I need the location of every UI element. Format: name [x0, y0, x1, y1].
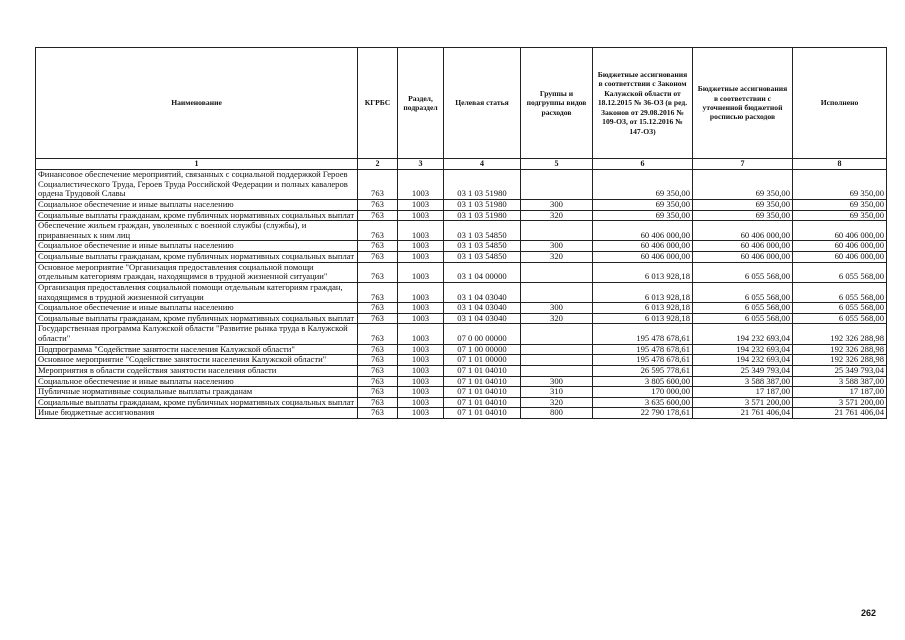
- row-kgrbs-cell: 763: [358, 355, 398, 366]
- table-row: [36, 313, 887, 324]
- row-name-cell: Иные бюджетные ассигнования: [36, 408, 358, 419]
- row-law-allocation-cell: 6 013 928,18: [593, 303, 693, 314]
- row-name-cell: Основное мероприятие "Организация предоставления социальной помощи отдельным категориям граждан, находящимся в трудной жизненной ситуации": [36, 262, 358, 282]
- row-executed-cell: 69 350,00: [793, 170, 887, 200]
- col-number: 2: [358, 159, 398, 170]
- page-number: 262: [861, 608, 877, 618]
- row-section-cell: 1003: [398, 387, 444, 398]
- table-row: [36, 387, 887, 398]
- col-number: 5: [521, 159, 593, 170]
- row-name-cell: Основное мероприятие "Содействие занятости населения Калужской области": [36, 355, 358, 366]
- row-target-article-cell: 03 1 04 03040: [444, 313, 521, 324]
- col-header-revised-allocations: Бюджетные ассигнования в соответствии с уточненной бюджетной росписью расходов: [693, 48, 793, 159]
- row-name-cell: Социальные выплаты гражданам, кроме публичных нормативных социальных выплат: [36, 252, 358, 263]
- row-kgrbs-cell: 763: [358, 324, 398, 344]
- row-expense-group-cell: [521, 221, 593, 241]
- row-law-allocation-cell: 69 350,00: [593, 170, 693, 200]
- col-header-target-article: Целевая статья: [444, 48, 521, 159]
- row-revised-allocation-cell: 6 055 568,00: [693, 303, 793, 314]
- row-name-cell: Социальные выплаты гражданам, кроме публичных нормативных социальных выплат: [36, 210, 358, 221]
- row-executed-cell: 192 326 288,98: [793, 344, 887, 355]
- row-target-article-cell: 03 1 03 54850: [444, 221, 521, 241]
- row-executed-cell: 6 055 568,00: [793, 282, 887, 302]
- row-expense-group-cell: 320: [521, 397, 593, 408]
- row-target-article-cell: 07 1 01 04010: [444, 387, 521, 398]
- row-executed-cell: 25 349 793,04: [793, 365, 887, 376]
- col-header-kgrbs: КГРБС: [358, 48, 398, 159]
- table-row: [36, 408, 887, 419]
- row-executed-cell: 192 326 288,98: [793, 324, 887, 344]
- row-law-allocation-cell: 195 478 678,61: [593, 344, 693, 355]
- row-law-allocation-cell: 69 350,00: [593, 199, 693, 210]
- col-number: 8: [793, 159, 887, 170]
- row-target-article-cell: 07 1 01 04010: [444, 408, 521, 419]
- row-target-article-cell: 07 0 00 00000: [444, 324, 521, 344]
- row-revised-allocation-cell: 194 232 693,04: [693, 324, 793, 344]
- row-executed-cell: 6 055 568,00: [793, 303, 887, 314]
- row-name-cell: Организация предоставления социальной помощи отдельным категориям граждан, находящимся в трудной жизненной ситуации: [36, 282, 358, 302]
- row-name-cell: Финансовое обеспечение мероприятий, связанных с социальной поддержкой Героев Социалистического Труда, Героев Труда Российской Федерации и полных кавалеров ордена Трудовой Славы: [36, 170, 358, 200]
- row-executed-cell: 69 350,00: [793, 199, 887, 210]
- row-section-cell: 1003: [398, 408, 444, 419]
- table-row: [36, 303, 887, 314]
- row-target-article-cell: 03 1 03 54850: [444, 252, 521, 263]
- row-name-cell: Социальное обеспечение и иные выплаты населению: [36, 199, 358, 210]
- row-section-cell: 1003: [398, 170, 444, 200]
- row-law-allocation-cell: 60 406 000,00: [593, 252, 693, 263]
- col-header-section: Раздел, подраздел: [398, 48, 444, 159]
- row-law-allocation-cell: 195 478 678,61: [593, 355, 693, 366]
- row-law-allocation-cell: 6 013 928,18: [593, 262, 693, 282]
- col-number: 3: [398, 159, 444, 170]
- row-expense-group-cell: [521, 344, 593, 355]
- row-kgrbs-cell: 763: [358, 344, 398, 355]
- row-executed-cell: 60 406 000,00: [793, 241, 887, 252]
- table-row: [36, 376, 887, 387]
- row-executed-cell: 21 761 406,04: [793, 408, 887, 419]
- row-executed-cell: 60 406 000,00: [793, 221, 887, 241]
- row-expense-group-cell: [521, 282, 593, 302]
- row-revised-allocation-cell: 194 232 693,04: [693, 344, 793, 355]
- row-kgrbs-cell: 763: [358, 199, 398, 210]
- row-section-cell: 1003: [398, 241, 444, 252]
- row-revised-allocation-cell: 60 406 000,00: [693, 221, 793, 241]
- row-expense-group-cell: [521, 365, 593, 376]
- row-kgrbs-cell: 763: [358, 241, 398, 252]
- row-kgrbs-cell: 763: [358, 303, 398, 314]
- row-expense-group-cell: 300: [521, 303, 593, 314]
- row-name-cell: Публичные нормативные социальные выплаты гражданам: [36, 387, 358, 398]
- row-law-allocation-cell: 6 013 928,18: [593, 282, 693, 302]
- budget-execution-table: [35, 47, 887, 419]
- row-expense-group-cell: [521, 355, 593, 366]
- row-expense-group-cell: 300: [521, 241, 593, 252]
- column-number-row: [36, 159, 887, 170]
- col-header-expense-group: Группы и подгруппы видов расходов: [521, 48, 593, 159]
- row-expense-group-cell: [521, 262, 593, 282]
- row-kgrbs-cell: 763: [358, 262, 398, 282]
- row-section-cell: 1003: [398, 303, 444, 314]
- row-kgrbs-cell: 763: [358, 376, 398, 387]
- row-section-cell: 1003: [398, 282, 444, 302]
- row-kgrbs-cell: 763: [358, 282, 398, 302]
- row-law-allocation-cell: 60 406 000,00: [593, 221, 693, 241]
- row-target-article-cell: 03 1 04 03040: [444, 282, 521, 302]
- row-kgrbs-cell: 763: [358, 221, 398, 241]
- table-row: [36, 199, 887, 210]
- row-law-allocation-cell: 6 013 928,18: [593, 313, 693, 324]
- row-executed-cell: 17 187,00: [793, 387, 887, 398]
- row-expense-group-cell: 300: [521, 199, 593, 210]
- row-kgrbs-cell: 763: [358, 170, 398, 200]
- row-expense-group-cell: 310: [521, 387, 593, 398]
- row-target-article-cell: 07 1 01 04010: [444, 376, 521, 387]
- row-name-cell: Социальные выплаты гражданам, кроме публичных нормативных социальных выплат: [36, 313, 358, 324]
- row-target-article-cell: 03 1 03 51980: [444, 199, 521, 210]
- row-expense-group-cell: [521, 324, 593, 344]
- row-revised-allocation-cell: 69 350,00: [693, 210, 793, 221]
- row-law-allocation-cell: 69 350,00: [593, 210, 693, 221]
- row-kgrbs-cell: 763: [358, 397, 398, 408]
- row-revised-allocation-cell: 3 571 200,00: [693, 397, 793, 408]
- col-number: 1: [36, 159, 358, 170]
- row-kgrbs-cell: 763: [358, 313, 398, 324]
- row-law-allocation-cell: 170 000,00: [593, 387, 693, 398]
- row-executed-cell: 69 350,00: [793, 210, 887, 221]
- row-target-article-cell: 03 1 03 54850: [444, 241, 521, 252]
- col-number: 7: [693, 159, 793, 170]
- row-target-article-cell: 03 1 03 51980: [444, 210, 521, 221]
- row-revised-allocation-cell: 6 055 568,00: [693, 282, 793, 302]
- row-name-cell: Социальное обеспечение и иные выплаты населению: [36, 303, 358, 314]
- table-row: [36, 262, 887, 282]
- row-expense-group-cell: 320: [521, 313, 593, 324]
- row-executed-cell: 3 571 200,00: [793, 397, 887, 408]
- row-executed-cell: 6 055 568,00: [793, 262, 887, 282]
- row-law-allocation-cell: 22 790 178,61: [593, 408, 693, 419]
- row-section-cell: 1003: [398, 324, 444, 344]
- col-number: 4: [444, 159, 521, 170]
- row-section-cell: 1003: [398, 365, 444, 376]
- row-expense-group-cell: 320: [521, 210, 593, 221]
- row-revised-allocation-cell: 60 406 000,00: [693, 252, 793, 263]
- row-target-article-cell: 07 1 00 00000: [444, 344, 521, 355]
- row-section-cell: 1003: [398, 252, 444, 263]
- row-kgrbs-cell: 763: [358, 252, 398, 263]
- row-section-cell: 1003: [398, 199, 444, 210]
- row-section-cell: 1003: [398, 210, 444, 221]
- row-name-cell: Социальное обеспечение и иные выплаты населению: [36, 376, 358, 387]
- row-name-cell: Социальное обеспечение и иные выплаты населению: [36, 241, 358, 252]
- table-row: [36, 252, 887, 263]
- row-revised-allocation-cell: 25 349 793,04: [693, 365, 793, 376]
- row-target-article-cell: 03 1 04 03040: [444, 303, 521, 314]
- row-revised-allocation-cell: 194 232 693,04: [693, 355, 793, 366]
- col-number: 6: [593, 159, 693, 170]
- row-section-cell: 1003: [398, 262, 444, 282]
- row-law-allocation-cell: 26 595 778,61: [593, 365, 693, 376]
- row-executed-cell: 6 055 568,00: [793, 313, 887, 324]
- table-row: [36, 397, 887, 408]
- table-body: [36, 170, 887, 419]
- table-row: [36, 355, 887, 366]
- row-revised-allocation-cell: 60 406 000,00: [693, 241, 793, 252]
- row-section-cell: 1003: [398, 344, 444, 355]
- row-executed-cell: 3 588 387,00: [793, 376, 887, 387]
- col-header-name: Наименование: [36, 48, 358, 159]
- row-name-cell: Социальные выплаты гражданам, кроме публичных нормативных социальных выплат: [36, 397, 358, 408]
- row-section-cell: 1003: [398, 221, 444, 241]
- table-row: [36, 365, 887, 376]
- table-row: [36, 344, 887, 355]
- table-row: [36, 170, 887, 200]
- row-kgrbs-cell: 763: [358, 210, 398, 221]
- header-row: [36, 48, 887, 159]
- col-header-law-allocations: Бюджетные ассигнования в соответствии с Законом Калужской области от 18.12.2015 № 36-ОЗ (в ред. Законов от 29.08.2016 № 109-ОЗ, от 15.12.2016 № 147-ОЗ): [593, 48, 693, 159]
- row-kgrbs-cell: 763: [358, 408, 398, 419]
- row-target-article-cell: 07 1 01 04010: [444, 365, 521, 376]
- row-law-allocation-cell: 195 478 678,61: [593, 324, 693, 344]
- row-section-cell: 1003: [398, 376, 444, 387]
- row-expense-group-cell: 320: [521, 252, 593, 263]
- row-expense-group-cell: 300: [521, 376, 593, 387]
- table-row: [36, 241, 887, 252]
- row-section-cell: 1003: [398, 313, 444, 324]
- col-header-executed: Исполнено: [793, 48, 887, 159]
- row-name-cell: Обеспечение жильем граждан, уволенных с военной службы (службы), и приравненных к ним лиц: [36, 221, 358, 241]
- row-target-article-cell: 07 1 01 04010: [444, 397, 521, 408]
- row-expense-group-cell: 800: [521, 408, 593, 419]
- row-law-allocation-cell: 3 805 600,00: [593, 376, 693, 387]
- row-revised-allocation-cell: 21 761 406,04: [693, 408, 793, 419]
- row-revised-allocation-cell: 6 055 568,00: [693, 262, 793, 282]
- row-target-article-cell: 03 1 04 00000: [444, 262, 521, 282]
- row-target-article-cell: 03 1 03 51980: [444, 170, 521, 200]
- row-section-cell: 1003: [398, 397, 444, 408]
- table-row: [36, 221, 887, 241]
- table-row: [36, 210, 887, 221]
- row-revised-allocation-cell: 3 588 387,00: [693, 376, 793, 387]
- table-row: [36, 282, 887, 302]
- row-law-allocation-cell: 3 635 600,00: [593, 397, 693, 408]
- table-row: [36, 324, 887, 344]
- row-revised-allocation-cell: 69 350,00: [693, 199, 793, 210]
- row-name-cell: Подпрограмма "Содействие занятости населения Калужской области": [36, 344, 358, 355]
- row-revised-allocation-cell: 17 187,00: [693, 387, 793, 398]
- row-executed-cell: 192 326 288,98: [793, 355, 887, 366]
- row-section-cell: 1003: [398, 355, 444, 366]
- row-kgrbs-cell: 763: [358, 365, 398, 376]
- row-kgrbs-cell: 763: [358, 387, 398, 398]
- row-executed-cell: 60 406 000,00: [793, 252, 887, 263]
- row-target-article-cell: 07 1 01 00000: [444, 355, 521, 366]
- row-name-cell: Государственная программа Калужской области "Развитие рынка труда в Калужской области": [36, 324, 358, 344]
- row-law-allocation-cell: 60 406 000,00: [593, 241, 693, 252]
- row-revised-allocation-cell: 69 350,00: [693, 170, 793, 200]
- row-revised-allocation-cell: 6 055 568,00: [693, 313, 793, 324]
- row-expense-group-cell: [521, 170, 593, 200]
- row-name-cell: Мероприятия в области содействия занятости населения области: [36, 365, 358, 376]
